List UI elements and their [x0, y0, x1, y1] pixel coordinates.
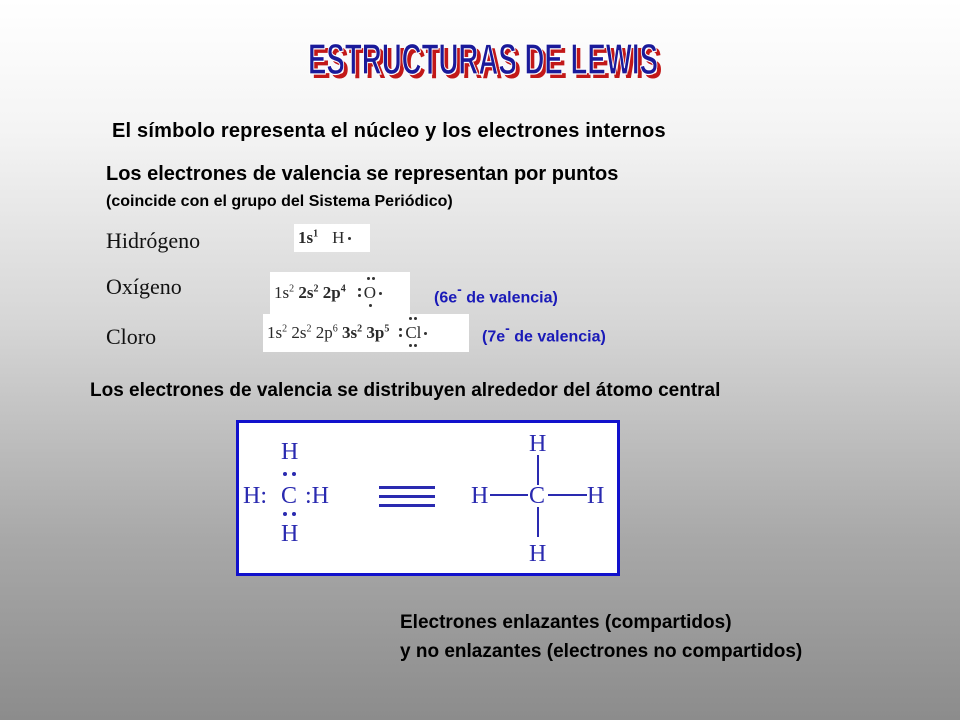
- methane-lewis-diagram: [236, 420, 620, 576]
- hydrogen-lewis-symbol: H: [332, 228, 344, 248]
- title-text: ESTRUCTURAS DE LEWIS: [308, 35, 658, 84]
- oxygen-config: $1s^2$ $2s^2$ $2p^4$ O: [270, 272, 410, 314]
- bonding-note: [400, 608, 802, 666]
- bonding-note-line1: Electrones enlazantes (compartidos): [400, 612, 732, 633]
- right-h-left: H: [471, 483, 489, 509]
- right-h-bottom: H: [529, 541, 547, 567]
- valence-dots-description: Los electrones de valencia se representan por puntos: [106, 163, 619, 185]
- chlorine-lewis-symbol: Cl: [405, 323, 421, 343]
- label-chlorine: Cloro: [106, 324, 157, 349]
- oxygen-lewis-symbol: O: [364, 283, 376, 303]
- chlorine-config: $1s^2$ $2s^2$ $2p^6$ $3s^2$ $3p^5$ Cl: [263, 314, 469, 352]
- oxygen-valence-count: (6e- de valencia): [434, 281, 558, 307]
- left-h-top: H: [281, 439, 299, 465]
- left-h-right: :H: [305, 483, 329, 509]
- page-title: [300, 12, 670, 92]
- left-h-bottom: H: [281, 521, 299, 547]
- distribution-description: Los electrones de valencia se distribuyen alrededor del átomo central: [90, 380, 721, 401]
- group-note: (coincide con el grupo del Sistema Periódico): [106, 193, 453, 210]
- title-shadow: ESTRUCTURAS DE LEWIS: [312, 39, 662, 88]
- label-oxygen: Oxígeno: [106, 274, 182, 299]
- chlorine-valence-count: (7e- de valencia): [482, 320, 606, 346]
- right-h-right: H: [587, 483, 605, 509]
- label-hydrogen: Hidrógeno: [106, 228, 201, 253]
- hydrogen-config: $1s^1$ H: [294, 224, 370, 252]
- equivalence-sign: [379, 486, 435, 507]
- nucleus-description: El símbolo representa el núcleo y los electrones internos: [112, 120, 666, 142]
- bonding-note-line2: y no enlazantes (electrones no compartidos): [400, 641, 803, 662]
- left-h-left: H:: [243, 483, 267, 509]
- right-c-center: C: [529, 483, 546, 509]
- right-h-top: H: [529, 431, 547, 457]
- left-c-center: C: [281, 483, 298, 509]
